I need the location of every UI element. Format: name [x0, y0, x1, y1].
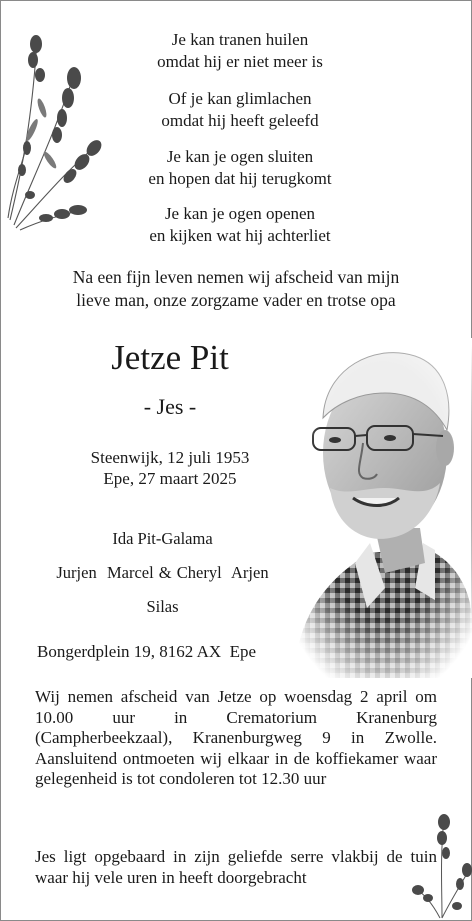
- poem-line: Je kan je ogen openen: [164, 204, 316, 223]
- life-dates: [60, 447, 280, 489]
- intro-text: [20, 266, 452, 312]
- poem-line: omdat hij heeft geleefd: [161, 111, 319, 130]
- birth-line: Steenwijk, 12 juli 1953: [90, 448, 250, 467]
- poem-line: Of je kan glimlachen: [168, 89, 312, 108]
- laid-out-text: Jes ligt opgebaard in zijn geliefde serre vlakbij de tuin waar hij vele uren in heeft doorgebracht: [35, 847, 437, 887]
- poem-stanza-3: [90, 146, 390, 190]
- spouse-name: Ida Pit-Galama: [112, 529, 213, 548]
- address-text: Bongerdplein 19, 8162 AX Epe: [37, 642, 257, 661]
- poem-stanza-4: [90, 203, 390, 247]
- poem-line: en kijken wat hij achterliet: [149, 226, 331, 245]
- poem-line: omdat hij er niet meer is: [157, 52, 323, 71]
- portrait-photo: [275, 338, 472, 678]
- death-line: Epe, 27 maart 2025: [103, 469, 237, 488]
- children-text: Jurjen Marcel & Cheryl Arjen: [56, 563, 269, 582]
- poem-line: Je kan tranen huilen: [171, 30, 309, 49]
- ceremony-text: Wij nemen afscheid van Jetze op woensdag 2 april om 10.00 uur in Crematorium Kranenburg (Campherbeekzaal), Kranenburgweg 9 in Zwolle. Aansluitend ontmoeten wij elkaar in de koffiekamer waar gelegenheid is tot condoleren tot 12.30 uur: [35, 687, 437, 788]
- intro-line-1: Na een fijn leven nemen wij afscheid van mijn: [72, 267, 400, 287]
- poem-stanza-2: [90, 88, 390, 132]
- address: [37, 641, 256, 662]
- poem-line: en hopen dat hij terugkomt: [148, 169, 332, 188]
- lavender-bottom-icon: [412, 808, 472, 920]
- grandchild-name: Silas: [146, 597, 179, 616]
- poem-line: Je kan je ogen sluiten: [166, 147, 314, 166]
- intro-line-2: lieve man, onze zorgzame vader en trotse opa: [76, 290, 396, 310]
- children-names: [20, 563, 305, 583]
- poem-stanza-1: [90, 29, 390, 73]
- deceased-name: Jetze Pit: [111, 338, 229, 377]
- deceased-nickname: - Jes -: [143, 394, 197, 419]
